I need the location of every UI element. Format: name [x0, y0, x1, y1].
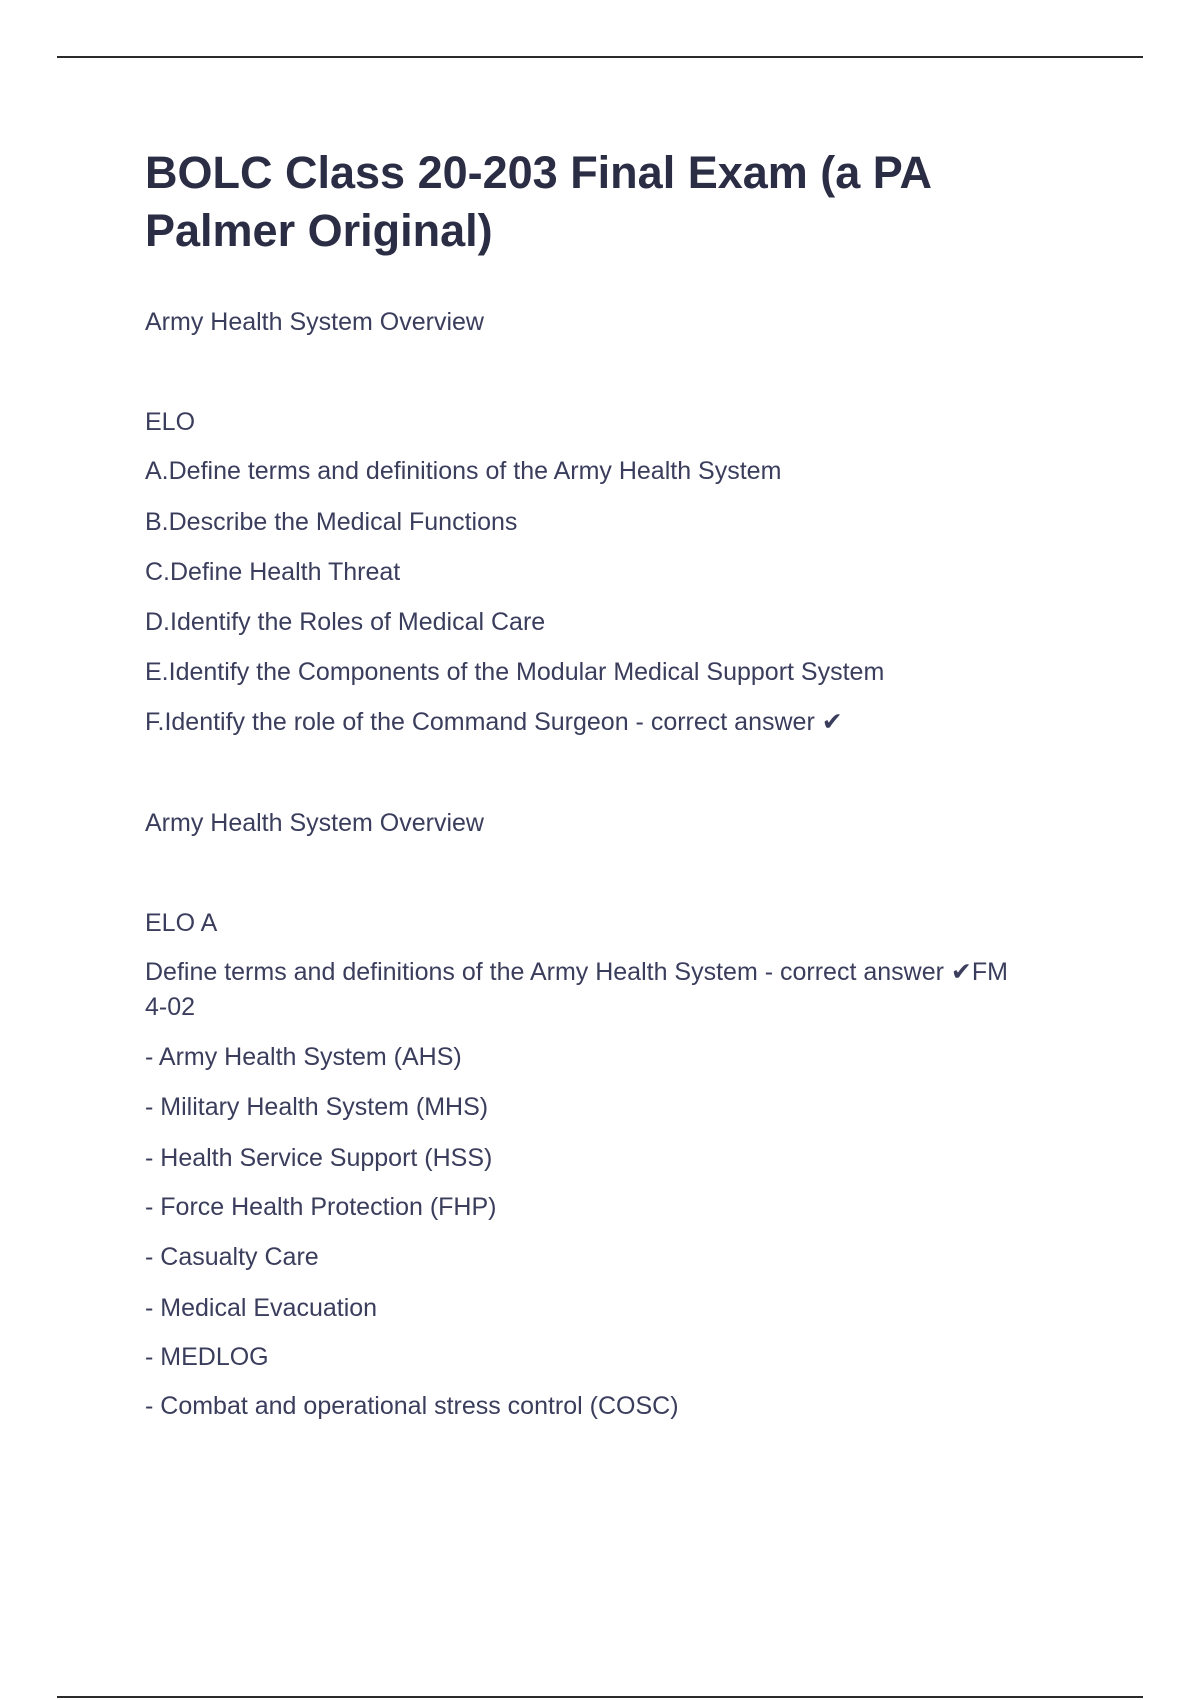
term-item: - Military Health System (MHS): [145, 1093, 489, 1121]
term-item: - Combat and operational stress control (COSC): [145, 1392, 679, 1420]
term-item: - Casualty Care: [145, 1243, 319, 1271]
term-item: - Health Service Support (HSS): [145, 1144, 493, 1172]
elo-item: B.Describe the Medical Functions: [145, 508, 518, 536]
elo-a-label: ELO A: [145, 909, 218, 937]
elo-item: A.Define terms and definitions of the Army Health System: [145, 457, 782, 485]
elo-item: E.Identify the Components of the Modular Medical Support System: [145, 658, 885, 686]
elo-label: ELO: [145, 408, 196, 436]
elo-item: D.Identify the Roles of Medical Care: [145, 608, 546, 636]
term-item: - MEDLOG: [145, 1343, 269, 1371]
section-heading: Army Health System Overview: [145, 308, 484, 336]
term-item: - Army Health System (AHS): [145, 1043, 462, 1071]
term-item: - Force Health Protection (FHP): [145, 1193, 497, 1221]
elo-item-answer: F.Identify the role of the Command Surgeon - correct answer ✔: [145, 708, 843, 736]
document-title: BOLC Class 20-203 Final Exam (a PA Palmer Original): [145, 147, 931, 256]
term-item: - Medical Evacuation: [145, 1294, 378, 1322]
bottom-rule: [57, 1696, 1143, 1698]
section-heading: Army Health System Overview: [145, 809, 484, 837]
elo-item: C.Define Health Threat: [145, 558, 401, 586]
top-rule: [57, 56, 1143, 58]
question-answer: Define terms and definitions of the Army Health System - correct answer ✔FM 4-02: [145, 958, 1008, 1021]
